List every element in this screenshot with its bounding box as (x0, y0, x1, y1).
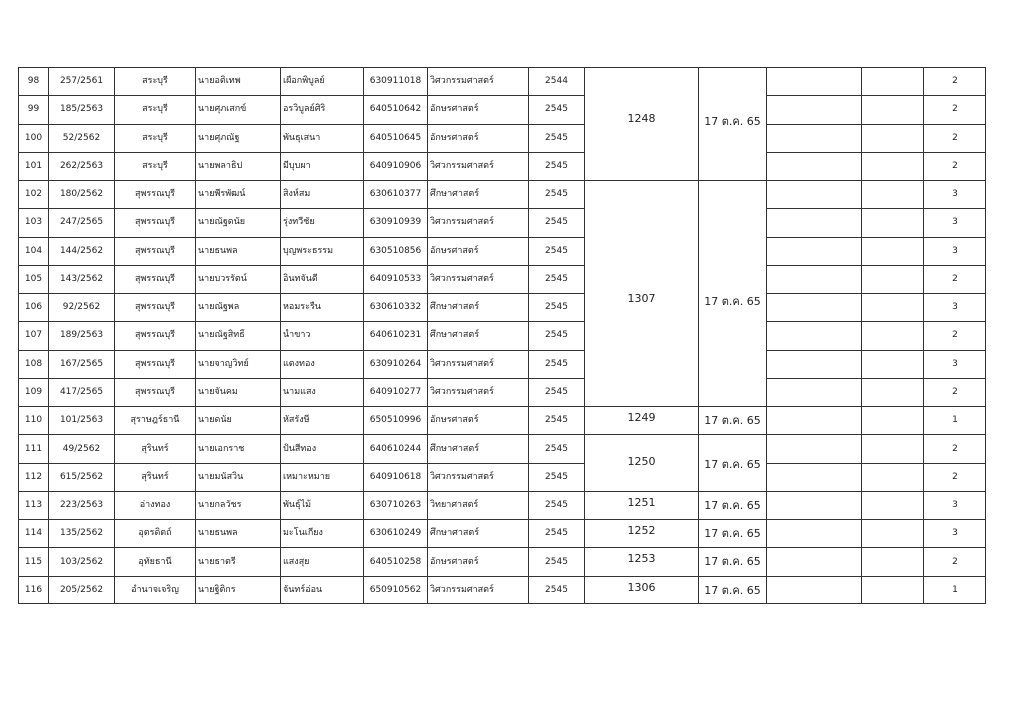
first-name: นายจาญวิทย์ (198, 358, 249, 369)
row-number: 109 (24, 386, 43, 397)
exam-date: 17 ต.ค. 65 (704, 555, 761, 569)
faculty: วิศวกรรมศาสตร์ (430, 160, 494, 171)
registration-code: 615/2562 (59, 471, 104, 482)
row-divider (18, 463, 584, 464)
first-name: นายมนัสวิน (198, 471, 244, 482)
last-name: สิงห์สม (283, 189, 311, 200)
faculty: ศึกษาศาสตร์ (430, 189, 480, 200)
province: สุพรรณบุรี (135, 189, 175, 200)
first-name: นายกลวัชร (198, 500, 242, 511)
row-number: 114 (24, 528, 43, 539)
faculty: ศึกษาศาสตร์ (430, 302, 480, 313)
row-number: 98 (27, 76, 40, 87)
row-divider (766, 378, 986, 379)
room-number: 1252 (627, 524, 656, 538)
row-divider (18, 378, 584, 379)
faculty: ศึกษาศาสตร์ (430, 528, 480, 539)
row-number: 102 (24, 189, 43, 200)
student-table (18, 67, 986, 604)
birth-year: 2545 (545, 415, 568, 426)
first-name: นายณัฐสิทธิ์ (198, 330, 245, 341)
count: 3 (952, 358, 958, 369)
last-name: แตงทอง (283, 358, 315, 369)
first-name: นายพีรพัฒน์ (198, 189, 246, 200)
birth-year: 2545 (545, 386, 568, 397)
province: สระบุรี (142, 160, 168, 171)
row-divider (766, 265, 986, 266)
birth-year: 2545 (545, 160, 568, 171)
row-divider (18, 293, 584, 294)
first-name: นายฐิติกร (198, 584, 236, 595)
student-id: 640610244 (369, 443, 422, 454)
row-divider (18, 434, 584, 435)
last-name: อินทจันดี (283, 273, 318, 284)
last-name: มะโนเกี๋ยง (283, 528, 323, 539)
row-number: 110 (24, 415, 43, 426)
first-name: นายธนพล (198, 245, 238, 256)
first-name: นายพลาธิป (198, 160, 243, 171)
last-name: รุ่งทวีชัย (283, 217, 315, 228)
birth-year: 2544 (545, 76, 568, 87)
first-name: นายศุภณัฐ (198, 132, 240, 143)
registration-code: 143/2562 (59, 273, 104, 284)
row-divider (766, 491, 986, 492)
last-name: บุญพระธรรม (283, 245, 334, 256)
faculty: อักษรศาสตร์ (430, 556, 479, 567)
birth-year: 2545 (545, 584, 568, 595)
student-id: 650910562 (369, 584, 422, 595)
row-divider (18, 321, 584, 322)
count: 2 (952, 386, 958, 397)
registration-code: 185/2563 (59, 104, 104, 115)
count: 3 (952, 217, 958, 228)
faculty: อักษรศาสตร์ (430, 132, 479, 143)
count: 3 (952, 189, 958, 200)
first-name: นายณัฐพล (198, 302, 240, 313)
table-border-bottom (18, 603, 986, 604)
row-divider (766, 463, 986, 464)
count: 2 (952, 104, 958, 115)
count: 3 (952, 245, 958, 256)
exam-date: 17 ต.ค. 65 (704, 457, 761, 471)
first-name: นายเอกราช (198, 443, 245, 454)
province: สุพรรณบุรี (135, 302, 175, 313)
group-divider (584, 576, 766, 577)
registration-code: 205/2562 (59, 584, 104, 595)
last-name: หอมระรื่น (283, 302, 321, 313)
exam-date: 17 ต.ค. 65 (704, 114, 761, 128)
row-divider (766, 519, 986, 520)
count: 2 (952, 556, 958, 567)
registration-code: 189/2563 (59, 330, 104, 341)
birth-year: 2545 (545, 471, 568, 482)
registration-code: 144/2562 (59, 245, 104, 256)
student-id: 640510258 (369, 556, 422, 567)
row-divider (18, 180, 584, 181)
birth-year: 2545 (545, 217, 568, 228)
row-number: 103 (24, 217, 43, 228)
first-name: นายอติเทพ (198, 76, 241, 87)
birth-year: 2545 (545, 245, 568, 256)
province: อุตรดิตถ์ (138, 528, 172, 539)
row-divider (766, 547, 986, 548)
first-name: นายบวรรัตน์ (198, 273, 247, 284)
group-divider (584, 547, 766, 548)
first-name: นายดนัย (198, 415, 232, 426)
first-name: นายจันคม (198, 386, 238, 397)
row-divider (18, 576, 584, 577)
count: 3 (952, 500, 958, 511)
row-number: 105 (24, 273, 43, 284)
birth-year: 2545 (545, 132, 568, 143)
count: 2 (952, 273, 958, 284)
birth-year: 2545 (545, 330, 568, 341)
exam-date: 17 ต.ค. 65 (704, 527, 761, 541)
province: สุพรรณบุรี (135, 358, 175, 369)
last-name: มีบุบผา (283, 160, 311, 171)
exam-date: 17 ต.ค. 65 (704, 583, 761, 597)
group-divider (584, 180, 766, 181)
faculty: วิศวกรรมศาสตร์ (430, 217, 494, 228)
row-number: 107 (24, 330, 43, 341)
row-divider (766, 321, 986, 322)
province: อำนาจเจริญ (131, 584, 179, 595)
exam-date: 17 ต.ค. 65 (704, 295, 761, 309)
row-divider (18, 547, 584, 548)
birth-year: 2545 (545, 302, 568, 313)
province: สุพรรณบุรี (135, 273, 175, 284)
faculty: วิศวกรรมศาสตร์ (430, 471, 494, 482)
row-number: 101 (24, 160, 43, 171)
row-number: 104 (24, 245, 43, 256)
row-divider (766, 208, 986, 209)
column-divider (766, 67, 767, 604)
row-number: 111 (24, 443, 43, 454)
row-divider (18, 95, 584, 96)
count: 2 (952, 471, 958, 482)
province: สระบุรี (142, 132, 168, 143)
province: อ่างทอง (139, 500, 171, 511)
last-name: หัสรังษี (283, 415, 310, 426)
student-id: 630911018 (369, 76, 422, 87)
first-name: นายศุภเสกข์ (198, 104, 247, 115)
student-id: 630610249 (369, 528, 422, 539)
count: 2 (952, 76, 958, 87)
count: 2 (952, 160, 958, 171)
row-divider (18, 519, 584, 520)
registration-code: 103/2562 (59, 556, 104, 567)
last-name: จันทร์อ่อน (283, 584, 323, 595)
student-id: 630910939 (369, 217, 422, 228)
province: สุรินทร์ (141, 471, 169, 482)
table-border-top (18, 67, 986, 68)
row-divider (766, 576, 986, 577)
exam-date: 17 ต.ค. 65 (704, 498, 761, 512)
row-number: 108 (24, 358, 43, 369)
row-number: 106 (24, 302, 43, 313)
student-id: 640910906 (369, 160, 422, 171)
row-number: 100 (24, 132, 43, 143)
row-divider (18, 491, 584, 492)
birth-year: 2545 (545, 556, 568, 567)
registration-code: 262/2563 (59, 160, 104, 171)
registration-code: 247/2565 (59, 217, 104, 228)
count: 2 (952, 330, 958, 341)
row-number: 113 (24, 500, 43, 511)
row-number: 99 (27, 104, 40, 115)
registration-code: 180/2562 (59, 189, 104, 200)
province: สุพรรณบุรี (135, 330, 175, 341)
room-number: 1306 (627, 580, 656, 594)
row-number: 115 (24, 556, 43, 567)
student-id: 630610332 (369, 302, 422, 313)
group-divider (584, 519, 766, 520)
group-divider (584, 434, 766, 435)
first-name: นายณัฐดนัย (198, 217, 246, 228)
group-divider (584, 406, 766, 407)
student-id: 630910264 (369, 358, 422, 369)
faculty: วิศวกรรมศาสตร์ (430, 76, 494, 87)
last-name: อรวิบูลย์ศิริ (283, 104, 326, 115)
birth-year: 2545 (545, 443, 568, 454)
student-id: 640910277 (369, 386, 422, 397)
faculty: วิศวกรรมศาสตร์ (430, 273, 494, 284)
province: สุพรรณบุรี (135, 245, 175, 256)
row-number: 112 (24, 471, 43, 482)
first-name: นายธนพล (198, 528, 238, 539)
faculty: ศึกษาศาสตร์ (430, 443, 480, 454)
faculty: อักษรศาสตร์ (430, 104, 479, 115)
group-divider (584, 491, 766, 492)
row-divider (766, 406, 986, 407)
row-divider (766, 293, 986, 294)
last-name: ปั้นสีทอง (283, 443, 317, 454)
registration-code: 92/2562 (62, 302, 101, 313)
room-number: 1248 (627, 111, 656, 125)
province: สุราษฎร์ธานี (130, 415, 180, 426)
registration-code: 101/2563 (59, 415, 104, 426)
student-id: 630510856 (369, 245, 422, 256)
student-id: 640510645 (369, 132, 422, 143)
last-name: พันธุเสนา (283, 132, 321, 143)
registration-code: 167/2565 (59, 358, 104, 369)
row-divider (18, 406, 584, 407)
last-name: แสงสุย (283, 556, 310, 567)
count: 3 (952, 302, 958, 313)
province: สระบุรี (142, 76, 168, 87)
last-name: เหมาะหมาย (283, 471, 331, 482)
student-id: 640910533 (369, 273, 422, 284)
registration-code: 417/2565 (59, 386, 104, 397)
row-divider (766, 180, 986, 181)
row-divider (766, 237, 986, 238)
birth-year: 2545 (545, 528, 568, 539)
last-name: พันธุ์ไม้ (283, 500, 312, 511)
faculty: วิศวกรรมศาสตร์ (430, 386, 494, 397)
row-divider (766, 95, 986, 96)
student-id: 650510996 (369, 415, 422, 426)
student-id: 630710263 (369, 500, 422, 511)
exam-date: 17 ต.ค. 65 (704, 414, 761, 428)
faculty: วิทยาศาสตร์ (430, 500, 479, 511)
row-divider (18, 124, 584, 125)
birth-year: 2545 (545, 104, 568, 115)
last-name: น้ำขาว (283, 330, 311, 341)
room-number: 1250 (627, 454, 656, 468)
row-divider (18, 265, 584, 266)
province: สุพรรณบุรี (135, 386, 175, 397)
faculty: ศึกษาศาสตร์ (430, 330, 480, 341)
student-id: 640610231 (369, 330, 422, 341)
birth-year: 2545 (545, 189, 568, 200)
row-number: 116 (24, 584, 43, 595)
province: สระบุรี (142, 104, 168, 115)
column-divider (861, 67, 862, 604)
student-id: 640510642 (369, 104, 422, 115)
first-name: นายธาตรี (198, 556, 236, 567)
room-number: 1249 (627, 411, 656, 425)
count: 2 (952, 132, 958, 143)
room-number: 1251 (627, 495, 656, 509)
registration-code: 223/2563 (59, 500, 104, 511)
last-name: เผือกพิบูลย์ (283, 76, 325, 87)
faculty: อักษรศาสตร์ (430, 245, 479, 256)
row-divider (766, 434, 986, 435)
province: อุทัยธานี (138, 556, 172, 567)
row-divider (18, 237, 584, 238)
province: สุรินทร์ (141, 443, 169, 454)
count: 3 (952, 528, 958, 539)
birth-year: 2545 (545, 273, 568, 284)
room-number: 1253 (627, 552, 656, 566)
registration-code: 49/2562 (62, 443, 101, 454)
row-divider (766, 124, 986, 125)
registration-code: 52/2562 (62, 132, 101, 143)
row-divider (18, 350, 584, 351)
student-id: 630610377 (369, 189, 422, 200)
registration-code: 135/2562 (59, 528, 104, 539)
room-number: 1307 (627, 292, 656, 306)
registration-code: 257/2561 (59, 76, 104, 87)
province: สุพรรณบุรี (135, 217, 175, 228)
row-divider (766, 152, 986, 153)
row-divider (18, 152, 584, 153)
birth-year: 2545 (545, 358, 568, 369)
count: 1 (952, 415, 958, 426)
faculty: วิศวกรรมศาสตร์ (430, 584, 494, 595)
faculty: วิศวกรรมศาสตร์ (430, 358, 494, 369)
faculty: อักษรศาสตร์ (430, 415, 479, 426)
last-name: นามแสง (283, 386, 316, 397)
row-divider (766, 350, 986, 351)
row-divider (18, 208, 584, 209)
student-id: 640910618 (369, 471, 422, 482)
birth-year: 2545 (545, 500, 568, 511)
count: 1 (952, 584, 958, 595)
count: 2 (952, 443, 958, 454)
